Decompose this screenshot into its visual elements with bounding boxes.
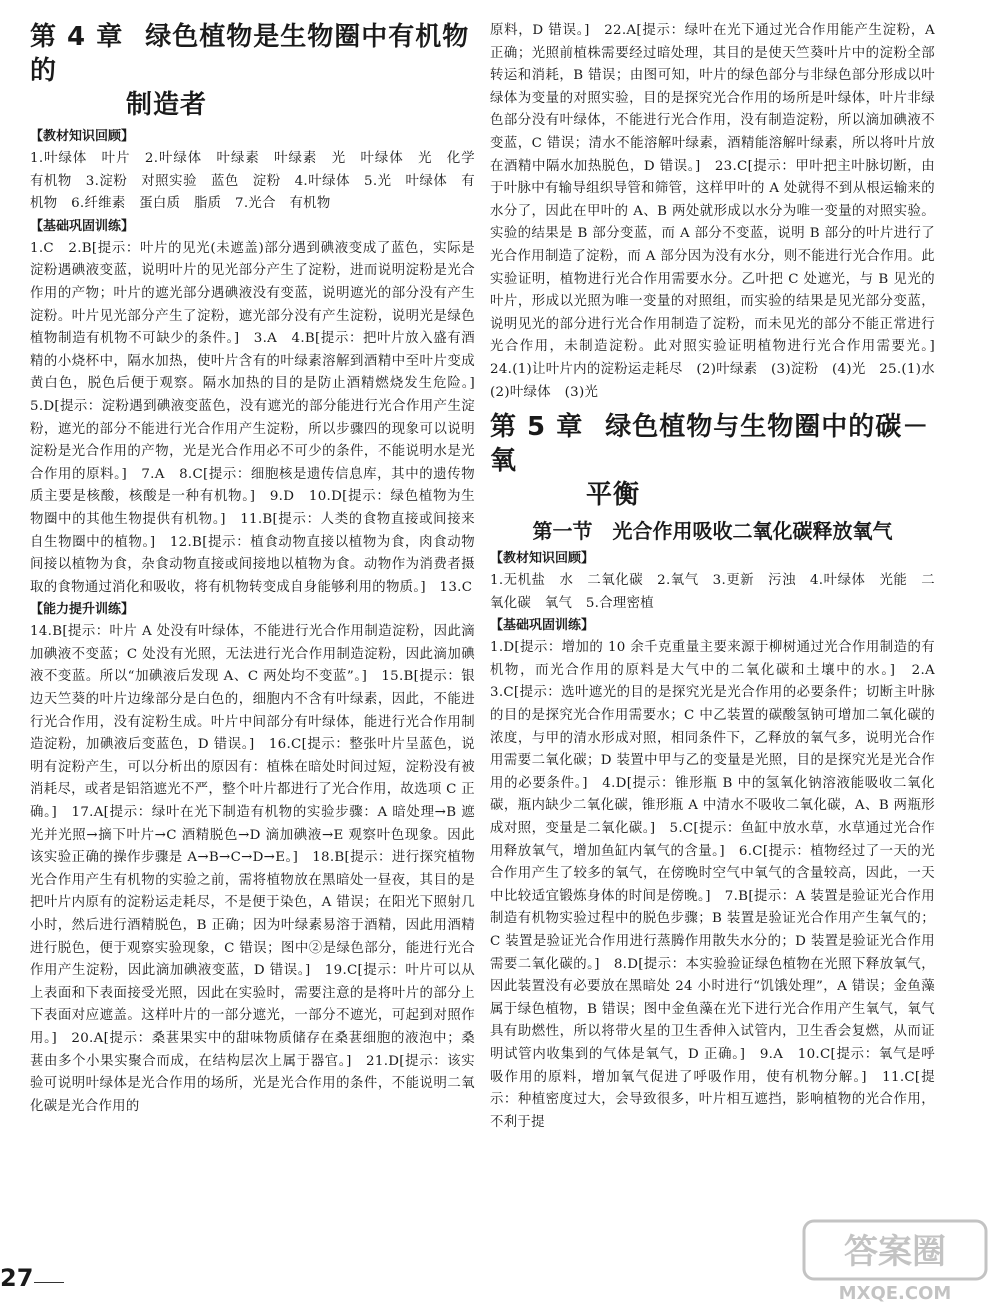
chapter-4-title [30,20,475,122]
ch5-review-answers: 1.无机盐 水 二氧化碳 2.氧气 3.更新 污浊 4.叶绿体 光能 二氧化碳 氧气 5.合理密植 [490,573,935,611]
page-number: 27 [0,1264,34,1292]
watermark-url: MXQE.COM [838,1283,952,1304]
ch4-basic-answers: 1.C 2.B[提示：叶片的见光(未遮盖)部分遇到碘液变成了蓝色，实际是淀粉遇碘液变蓝，说明叶片的见光部分产生了淀粉，进而说明淀粉是光合作用的产物；叶片的遮光部分遇碘液没有变蓝，说明遮光的部分没有产生淀粉。叶片见光部分产生了淀粉，遮光部分没有产生淀粉，说明光是绿色植物制造有机物不可缺少的条件。] 3.A 4.B[提示：把叶片放入盛有酒精的小烧杯中，隔水加热，使叶片含有的叶绿素溶解到酒精中至叶片变成黄白色，脱色后便于观察。隔水加热的目的是防止酒精燃烧发生危险。] 5.D[提示：淀粉遇到碘液变蓝色，没有遮光的部分能进行光合作用产生淀粉，遮光的部分不能进行光合作用产生淀粉，所以步骤四的现象可以说明淀粉是光合作用的产物，光是光合作用必不可少的条件，不能说明水是光合作用的原料。] 7.A 8.C[提示：细胞核是遗传信息库，其中的遗传物质主要是核酸，核酸是一种有机物。] 9.D 10.D[提示：绿色植物为生物圈中的其他生物提供有机物。] 11.B[提示：人类的食物直接或间接来自生物圈中的植物。] 12.B[提示：植食动物直接以植物为食，肉食动物间接以植物为食，杂食动物直接或间接地以植物为食。动物作为消费者摄取的食物通过消化和吸收，将有机物转变成自身能够利用的物质。] 13.C [30,240,489,595]
chapter-5-title-text: 绿色植物与生物圈中的碳－氧 [490,412,930,477]
right-column [490,20,949,1134]
ch5-basic-answers: 1.D[提示：增加的 10 余千克重量主要来源于柳树通过光合作用制造的有机物，而光合作用的原料是大气中的二氧化碳和土壤中的水。] 2.A 3.C[提示：选叶遮光的目的是探究光是光合作用的必要条件；切断主叶脉的目的是探究光合作用需要水；C 中乙装置的碳酸氢钠可增加二氧化碳的浓度，与甲的清水形成对照，相同条件下，乙释放的氧气多，说明光合作用需要二氧化碳；D 装置中甲与乙的变量是光照，目的是探究光是光合作用的必要条件。] 4.D[提示：锥形瓶 B 中的氢氧化钠溶液能吸收二氧化碳，瓶内缺少二氧化碳，锥形瓶 A 中清水不吸收二氧化碳，A、B 两瓶形成对照，变量是二氧化碳。] 5.C[提示：鱼缸中放水草，水草通过光合作用释放氧气，增加鱼缸内氧气的含量。] 6.C[提示：植物经过了一天的光合作用产生了较多的氧气，在傍晚时空气中氧气的含量较高，因此，一天中比较适宜锻炼身体的时间是傍晚。] 7.B[提示：A 装置是验证光合作用制造有机物实验过程中的脱色步骤；B 装置是验证光合作用产生氧气的；C 装置是验证光合作用进行蒸腾作用散失水分的；D 装置是验证光合作用需要二氧化碳的。] 8.D[提示：本实验验证绿色植物在光照下释放氧气，因此装置没有必要放在黑暗处 24 小时进行“饥饿处理”，A 错误；金鱼藻属于绿色植物，B 错误；图中金鱼藻在光下进行光合作用产生氧气，氧气具有助燃性，所以将带火星的卫生香伸入试管内，卫生香会复燃，从而证明试管内收集到的气体是氧气，D 正确。] 9.A 10.C[提示：氧气是呼吸作用的原料，增加氧气促进了呼吸作用，使有机物分解。] 11.C[提示：种植密度过大，会导致很多，叶片相互遮挡，影响植物的光合作用，不利于提 [490,640,949,1130]
ch4-basic-label: 【基础巩固训练】 [30,218,135,234]
ch4-review-label: 【教材知识回顾】 [30,129,135,144]
watermark-logo-text: 答案圈 [844,1232,946,1272]
chapter-5-title [490,410,935,512]
ch4-review-answers: 1.叶绿体 叶片 2.叶绿体 叶绿素 叶绿素 光 叶绿体 光 化学 有机物 3.淀粉 对照实验 蓝色 淀粉 4.叶绿体 5.光 叶绿体 有机物 6.纤维素 蛋白质 脂质 7.光合 有机物 [30,151,489,212]
ch5-review-label: 【教材知识回顾】 [490,551,595,567]
chapter-4-title-text: 绿色植物是生物圈中有机物的 [30,22,470,86]
ch4-ability-answers: 14.B[提示：叶片 A 处没有叶绿体，不能进行光合作用制造淀粉，因此滴加碘液不变蓝；C 处没有光照，无法进行光合作用制造淀粉，因此滴加碘液不变蓝。所以“加碘液后发现 A、C 两处均不变蓝”。] 15.B[提示：银边天竺葵的叶片边缘部分是白色的，细胞内不含有叶绿素，因此，不能进行光合作用，没有淀粉生成。叶片中间部分有叶绿体，能进行光合作用制造淀粉，加碘液后变蓝色，D 错误。] 16.C[提示：整张叶片呈蓝色，说明有淀粉产生，可以分析出的原因有：植株在暗处时间过短，淀粉没有被消耗尽，或者是铝箔遮光不严，整个叶片都进行了光合作用，故选项 C 正确。] 17.A[提示：绿叶在光下制造有机物的实验步骤：A 暗处理→B 遮光并光照→摘下叶片→C 酒精脱色→D 滴加碘液→E 观察叶色现象。因此该实验正确的操作步骤是 A→B→C→D→E。] 18.B[提示：进行探究植物光合作用产生有机物的实验之前，需将植物放在黑暗处一昼夜，其目的是把叶片内原有的淀粉运走耗尽，不是便于染色，A 错误；在阳光下照射几小时，然后进行酒精脱色，B 正确；因为叶绿素易溶于酒精，因此用酒精进行脱色，便于观察实验现象，C 错误；图中②是绿色部分，能进行光合作用产生淀粉，因此滴加碘液变蓝，D 错误。] 19.C[提示：叶片可以从上表面和下表面接受光照，因此在实验时，需要注意的是将叶片的部分上下表面对应遮盖。这样叶片的一部分遮光，一部分不遮光，可起到对照作用。] 20.A[提示：桑葚果实中的甜味物质储存在桑葚细胞的液泡中；桑葚由多个小果实聚合而成，在结构层次上属于器官。] 21.D[提示：该实验可说明叶绿体是光合作用的场所，光是光合作用的条件，不能说明二氧化碳是光合作用的 [30,624,475,1114]
chapter-4-number: 第 4 章 [30,22,124,52]
chapter-4-title-continued: 制造者 [126,90,208,120]
chapter-5-number: 第 5 章 [490,412,584,443]
page-number-rule [34,1282,64,1283]
ch5-basic-label: 【基础巩固训练】 [490,618,595,634]
section-1-title: 第一节 光合作用吸收二氧化碳释放氧气 [532,519,893,544]
watermark-logo [800,1215,990,1305]
chapter-5-title-continued: 平衡 [586,480,641,511]
ch4-ability-answers-continued: 原料，D 错误。] 22.A[提示：绿叶在光下通过光合作用能产生淀粉，A 正确；光照前植株需要经过暗处理，其目的是使天竺葵叶片中的淀粉全部转运和消耗，B 错误；由图可知，叶片的绿色部分与非绿色部分形成以叶绿体为变量的对照实验，目的是探究光合作用的场所是叶绿体，叶片非绿色部分没有叶绿体，不能进行光合作用，没有制造淀粉，所以滴加碘液不变蓝，C 错误；清水不能溶解叶绿素，酒精能溶解叶绿素，所以将叶片放在酒精中隔水加热脱色，D 错误。] 23.C[提示：甲叶把主叶脉切断，由于叶脉中有输导组织导管和筛管，这样甲叶的 A 处就得不到从根运输来的水分了，因此在甲叶的 A、B 两处就形成以水分为唯一变量的对照实验。实验的结果是 B 部分变蓝，而 A 部分不变蓝，说明 B 部分的叶片进行了光合作用制造了淀粉，而 A 部分因为没有水分，则不能进行光合作用。此实验证明，植物进行光合作用需要水分。乙叶把 C 处遮光，与 B 见光的叶片，形成以光照为唯一变量的对照组，而实验的结果是见光部分变蓝，说明见光的部分进行光合作用制造了淀粉，而未见光的部分不能正常进行光合作用，未制造淀粉。此对照实验证明植物进行光合作用需要光。] 24.(1)让叶片内的淀粉运走耗尽 (2)叶绿素 (3)淀粉 (4)光 25.(1)水 (2)叶绿体 (3)光 [490,23,949,400]
ch4-ability-label: 【能力提升训练】 [30,602,135,618]
left-column [30,20,489,1118]
